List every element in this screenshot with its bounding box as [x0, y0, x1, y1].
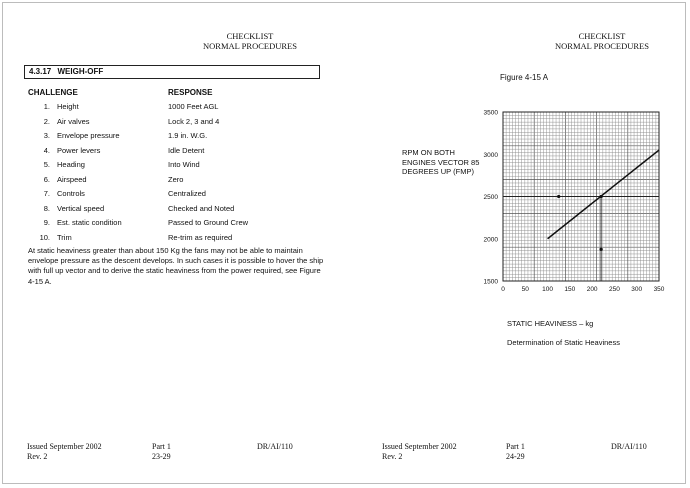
- x-tick-label: 0: [501, 286, 505, 293]
- figure-caption: Determination of Static Heaviness: [507, 338, 620, 347]
- data-point: [599, 195, 602, 198]
- data-point: [557, 195, 560, 198]
- right-footer-issued: [382, 442, 457, 462]
- item-number: 6.: [43, 174, 50, 184]
- right-footer-part: [506, 442, 525, 462]
- y-tick-label: 2500: [483, 194, 498, 201]
- right-header-line1: CHECKLIST: [578, 31, 626, 41]
- item-challenge: Height: [57, 102, 79, 111]
- x-tick-label: 150: [564, 286, 576, 293]
- left-footer-part: [152, 442, 171, 462]
- weigh-off-note: At static heaviness greater than about 150 Kg the fans may not be able to maintain envelope pressure as the descent develops. In such cases it is possible to hover the ship with full up vector and to derive the static heaviness from the power required, see Figure 4-15 A.: [28, 246, 324, 286]
- item-response: Into Wind: [168, 160, 200, 169]
- item-response: Checked and Noted: [168, 203, 235, 213]
- item-response: Idle Detent: [168, 145, 205, 155]
- item-response: 1.9 in. W.G.: [168, 131, 208, 140]
- item-number: 3.: [43, 131, 50, 140]
- figure-title: Figure 4-15 A: [500, 73, 549, 82]
- right-footer-part-label: Part 1: [506, 442, 525, 451]
- item-response: Centralized: [168, 189, 206, 198]
- x-tick-label: 250: [608, 286, 620, 293]
- item-challenge: Controls: [57, 189, 85, 198]
- challenge-column-header: CHALLENGE: [28, 88, 78, 97]
- item-number: 5.: [43, 160, 50, 169]
- right-footer-page-number: 24-29: [506, 452, 525, 461]
- x-tick-label: 350: [653, 286, 665, 293]
- item-response: Passed to Ground Crew: [168, 218, 249, 227]
- y-tick-label: 3000: [483, 151, 498, 159]
- item-response: 1000 Feet AGL: [168, 102, 219, 111]
- item-challenge: Est. static condition: [57, 218, 122, 227]
- left-footer-part-label: Part 1: [152, 442, 171, 451]
- x-tick-label: 300: [631, 286, 643, 293]
- y-axis-label: RPM ON BOTH ENGINES VECTOR 85 DEGREES UP (FMP): [402, 148, 480, 176]
- left-footer-doc-id: DR/AI/110: [257, 442, 293, 451]
- left-footer-revision: Rev. 2: [27, 452, 48, 461]
- item-number: 8.: [43, 203, 50, 213]
- item-number: 4.: [43, 145, 50, 155]
- right-footer-revision: Rev. 2: [382, 452, 403, 461]
- left-footer-issued: [27, 442, 102, 462]
- item-response: Zero: [168, 174, 184, 184]
- x-axis-label: STATIC HEAVINESS – kg: [507, 319, 594, 328]
- item-challenge: Airspeed: [57, 174, 87, 184]
- item-response: Lock 2, 3 and 4: [168, 116, 220, 126]
- item-number: 1.: [43, 102, 50, 111]
- right-header-line2: NORMAL PROCEDURES: [555, 41, 649, 51]
- item-number: 9.: [43, 218, 50, 227]
- response-column-header: RESPONSE: [168, 88, 213, 97]
- item-challenge: Air valves: [57, 116, 90, 126]
- item-challenge: Power levers: [57, 145, 101, 155]
- x-tick-label: 50: [521, 286, 529, 293]
- y-tick-label: 2000: [483, 236, 498, 244]
- left-header-line2: NORMAL PROCEDURES: [203, 41, 297, 51]
- y-tick-label: 3500: [483, 109, 498, 117]
- left-footer-issue-date: Issued September 2002: [27, 442, 102, 451]
- y-tick-label: 1500: [483, 278, 498, 286]
- item-response: Re-trim as required: [168, 232, 233, 242]
- item-number: 7.: [43, 189, 50, 198]
- item-challenge: Envelope pressure: [57, 131, 120, 140]
- item-number: 10.: [39, 232, 50, 242]
- left-header-line1: CHECKLIST: [226, 31, 274, 41]
- right-footer-doc-id: DR/AI/110: [611, 442, 647, 451]
- item-challenge: Trim: [57, 232, 72, 242]
- section-number: 4.3.17: [29, 67, 52, 76]
- item-challenge: Heading: [57, 160, 85, 169]
- x-tick-label: 100: [542, 286, 554, 293]
- data-point: [599, 248, 602, 251]
- item-challenge: Vertical speed: [57, 203, 105, 213]
- left-footer-page-number: 23-29: [152, 452, 171, 461]
- x-tick-label: 200: [586, 286, 598, 293]
- right-footer-issue-date: Issued September 2002: [382, 442, 457, 451]
- item-number: 2.: [43, 116, 50, 126]
- section-title: WEIGH-OFF: [57, 67, 104, 76]
